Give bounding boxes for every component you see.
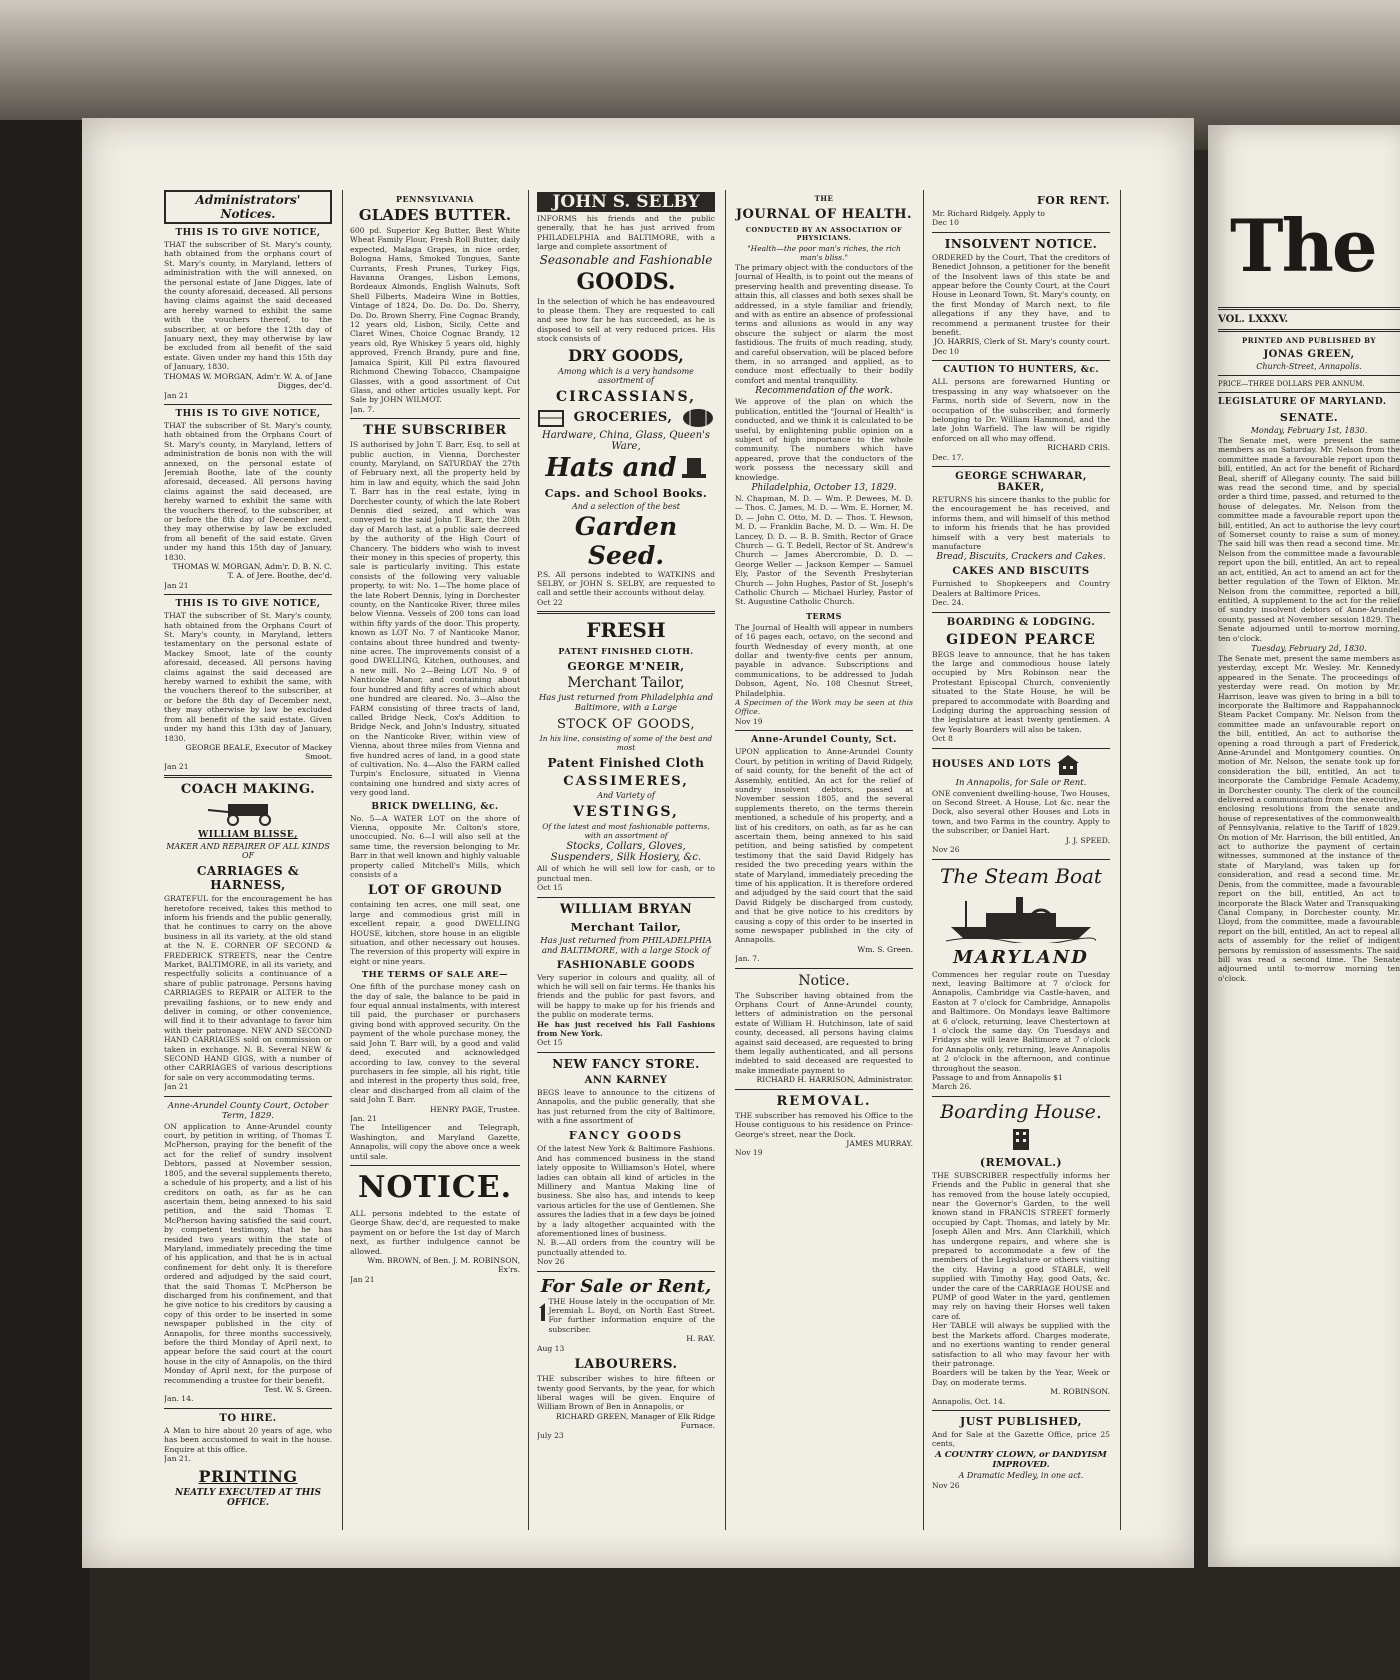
- date-2: Tuesday, February 2d, 1830.: [1251, 643, 1367, 653]
- notice-1-signature: THOMAS W. MORGAN, Adm'r. W. A. of Jane Digges, dec'd.: [164, 371, 332, 391]
- senate: SENATE.: [1279, 411, 1339, 424]
- butter-list: 600 pd. Superior Keg Butter, Best White Wheat Family Flour, Fresh Roll Butter, daily expected, Malaga Grapes, in nice order, Bologna Hams, Smoked Tongues, Sante Currants, Fresh Prunes, Turkey Figs, Havanna Oranges, Lisbon Lemons, Bordeaux Almonds, English Walnuts, Soft Shell Filberts, Madeira Wine in Bottles, Vintage of 1824, Do. Do. Do. Do. Sherry, Do. Do. Brown Sherry, Fine Cognac Brandy, 12 years old, Lisbon, Sicily, Cette and Claret Wines, Choice Cognac Brandy, 12 years old, Rye Whiskey 5 years old, highly approved, French Brandy, pure and fine, Jamaica Spirit, Kill Pil extra flavoured Richmond Chewing Tobacco, Champaigne Glasses, with a good assortment of Cut Glass, and other articles usually kept. For Sale by JOHN WILMOT.: [350, 226, 520, 405]
- terms-title: THE TERMS OF SALE ARE—: [361, 970, 509, 981]
- notice-body-4: The Subscriber having obtained from the Orphans Court of Anne-Arundel county, letters of administration on the personal estate of William H. Hutchinson, late of said county, deceased, all persons having claims against said deceased, are requested to bring them legally authenticated, and all persons indebted to said deceased are requested to make immediate payment to: [735, 990, 913, 1075]
- country-clown: A COUNTRY CLOWN, or DANDYISM IMPROVED.: [935, 1449, 1107, 1470]
- notice-heading: NOTICE.: [357, 1169, 513, 1205]
- selby-header: JOHN S. SELBY: [537, 192, 715, 212]
- baker-body: RETURNS his sincere thanks to the public for the encouragement he has received, and informs them, and will himself of this method to inform his friends that he has provided himself with a very best materials to manufacture: [932, 494, 1110, 551]
- senate-body-1: The Senate met, were present the same members as on Saturday. Mr. Nelson from the committee made a favourable report upon the bill, entitled, An act for the benefit of Richard Beal, sheriff of Allegany county. The said bill was read the second time, and by special order a third time, passed, and returned to the house of delegates. Mr. Nelson from the committee made a favourable report upon the bill, entitled, An act to authorise the levy court of Somerset county to raise a sum of money. The said bill was then read a second time. Mr. Nelson from the committee made a favourable report upon the bill, entitled, An act to repeal an act, entitled, An act to amend an act for the better regulation of the Town of Elkton. Mr. Nelson from the committee, reported a bill, entitled, A supplement to the act for the relief of sundry insolvent debtors of Anne-Arundel county, passed at November session 1829. The Senate adjourned until to-morrow morning, ten o'clock.: [1218, 436, 1400, 643]
- for-rent: FOR RENT.: [1036, 194, 1110, 207]
- subscriber-title: THE SUBSCRIBER: [363, 423, 507, 439]
- journal-title: JOURNAL OF HEALTH.: [735, 207, 913, 222]
- patent-cloth: Patent Finished Cloth: [547, 756, 705, 771]
- subscriber-date: Jan. 21: [350, 1113, 377, 1123]
- court-date: Jan. 14.: [164, 1394, 194, 1404]
- bryan-body: Very superior in colours and quality, all of which he will sell on fair terms. He thanks his friends and the public for past favors, and will be happy to make up for his friends and the public on moderate terms.: [537, 972, 715, 1020]
- steam-body: Commences her regular route on Tuesday next, leaving Baltimore at 7 o'clock for Annapolis, Cambridge via Castle-haven, and Easton at 7 o'clock for Cambridge, Annapolis and Baltimore. On Mondays leave Baltimore at 6 o'clock, returning, leave Chestertown at 1 o'clock the same day. On Tuesdays and Fridays she will leave Baltimore at 7 o'clock for Annapolis only, returning, leave Annapolis at 2 o'clock in the afternoon, and continue throughout the season.: [932, 969, 1110, 1073]
- coach-maker-name: WILLIAM BLISSE,: [198, 830, 298, 841]
- coach-subtitle: MAKER AND REPAIRER OF ALL KINDS OF: [166, 842, 330, 861]
- caution-title: CAUTION TO HUNTERS, &c.: [942, 365, 1100, 376]
- karney-nb: N. B.—All orders from the country will be punctually attended to.: [537, 1238, 715, 1257]
- sale-or-rent: For Sale or Rent,: [540, 1275, 712, 1297]
- baker-date: Dec. 24.: [932, 598, 964, 608]
- newspaper-page: [82, 118, 1194, 1568]
- caps-books: Caps. and School Books.: [544, 486, 708, 500]
- houses-sub: In Annapolis, for Sale or Rent.: [955, 777, 1087, 788]
- hardware: Hardware, China, Glass, Queen's Ware,: [541, 429, 711, 452]
- column-2: [350, 190, 520, 1530]
- goods-heading: GOODS.: [576, 268, 676, 295]
- sale-signature: H. RAY.: [686, 1334, 715, 1344]
- to-hire-title: TO HIRE.: [219, 1412, 277, 1424]
- notice-signature-4: RICHARD H. HARRISON, Administrator.: [756, 1075, 913, 1085]
- labourers: LABOURERS.: [574, 1357, 678, 1373]
- cakes: CAKES AND BISCUITS: [952, 566, 1090, 578]
- printed-by: PRINTED AND PUBLISHED BY: [1242, 336, 1376, 345]
- just-date: Nov 26: [932, 1480, 960, 1490]
- boarding-house: Boarding House.: [940, 1100, 1102, 1123]
- fashionable-goods: FASHIONABLE GOODS: [556, 959, 696, 971]
- hat-icon: [681, 455, 707, 481]
- printing-subtitle: NEATLY EXECUTED AT THIS OFFICE.: [174, 1488, 322, 1509]
- column-1: [164, 190, 332, 1530]
- date-1: Monday, February 1st, 1830.: [1250, 426, 1368, 435]
- gideon-pearce: GIDEON PEARCE: [946, 631, 1096, 648]
- steamboat-icon: [946, 891, 1096, 943]
- karney-date: Nov 26: [537, 1257, 565, 1267]
- removal-title: REMOVAL.: [776, 1093, 872, 1109]
- printing-title: PRINTING: [198, 1467, 298, 1487]
- volume: VOL. LXXXV.: [1218, 314, 1289, 325]
- selby-date: Oct 22: [537, 597, 563, 607]
- baker-title: GEORGE SCHWARAR, BAKER,: [955, 470, 1087, 493]
- insolvent-date: Dec 10: [932, 346, 959, 356]
- sale-body: THE House lately in the occupation of Mr. Jeremiah L. Boyd, on North East Street. For further information enquire of the subscriber.: [548, 1296, 715, 1334]
- selby-season: Seasonable and Fashionable: [539, 252, 713, 267]
- fancy-store: NEW FANCY STORE.: [552, 1056, 700, 1071]
- terms-body: One fifth of the purchase money cash on the day of sale, the balance to be paid in four equal annual instalments, with interest till paid, the purchaser or purchasers giving bond with approved security. On the payment of the whole purchase money, the said John T. Barr will, by a good and valid deed, executed and acknowledged according to law, convey to the several purchasers in fee simple, all his right, title and interest in the property thus sold, free, clear and discharged from all claim of the said John T. Barr.: [350, 982, 520, 1105]
- pearce-body: BEGS leave to announce, that he has taken the large and commodious house lately occupied by Mrs Robinson near the Protestant Episcopal Church, conveniently situated to the State House, he will be prepared to accommodate with Boarding and Lodging during the approaching session of the legislature at least twenty gentlemen. A few Yearly Boarders will also be taken.: [932, 649, 1110, 734]
- coach-date: Jan 21: [164, 1082, 189, 1092]
- coach-body: GRATEFUL for the encouragement he has heretofore received, takes this method to inform his friends and the public generally, that he continues to carry on the above business in all its variety, at the old stand at the N. E. CORNER OF SECOND & FREDERICK STREETS, near the Centre Market, BALTIMORE, in all its variety, and respectfully solicits a continuance of a share of public patronage. Persons having CARRIAGES to REPAIR or ALTER to the prevailing fashions, or to new endy and deliver in coming, or other convenience, will find it to their advantage to favor him with their patronage. NEW AND SECOND HAND CARRIAGES sold on commission or taken in exchange. N. B. Several NEW & SECOND HAND GIGS, with a number of other CARRIAGES of various descriptions for sale on very accommodating terms.: [164, 894, 332, 1082]
- notice-title: Notice.: [798, 972, 850, 989]
- court-title: Anne-Arundel County Court, October Term, 1829.: [167, 1100, 329, 1121]
- bh-body: THE SUBSCRIBER respectfully informs her Friends and the Public in general that she has removed from the house lately occupied, near the Governor's Garden, to the well known stand in FRANCIS STREET formerly occupied by Capt. Thomas, and lately by Mr. Joseph Allen and Mrs. Ann Clarkhill, which has undergone repairs, and where she is prepared to accommodate a few of the members of the Legislature or others visiting the city. Having a good STABLE, well supplied with Timothy Hay, good Oats, &c. under the care of the CARRIAGE HOUSE and PUMP of good Water in the yard, gentlemen may rely on having their Horses well taken care of.: [932, 1170, 1110, 1321]
- adjacent-content: [1218, 303, 1400, 983]
- glades-butter-header: GLADES BUTTER.: [358, 206, 512, 224]
- labourers-signature: RICHARD GREEN, Manager of Elk Ridge Furnace.: [556, 1411, 715, 1431]
- butter-top: PENNSYLVANIA: [396, 194, 474, 204]
- carriages-harness-heading: CARRIAGES & HARNESS,: [196, 864, 300, 893]
- court-body: ON application to Anne-Arundel county court, by petition in writing, of Thomas T. McPherson, praying for the benefit of the act for the relief of sundry insolvent Debtors, passed at November session, 1805, and the several supplements thereto, a schedule of his property, and a list of his creditors on oath, as far as he can ascertain them, being annexed to his said petition, and the said Thomas T. McPherson having satisfied the said court, by competent testimony, that he has resided two years within the state of Maryland, immediately preceding the time of his application, and that he is in actual confinement for debt only. It is therefore ordered and adjudged by the said court, that the said Thomas T. McPherson be discharged from his confinement, and that he give notice to his creditors by causing a copy of this order to be inserted in some newspaper published in the city of Annapolis, for three months successively, before the third Monday of April next, to appear before the said court at the court house in the city of Annapolis, on the third Monday of April next, for the purpose of recommending a trustee for their benefit.: [164, 1121, 332, 1385]
- journal-body-3: The Journal of Health will appear in numbers of 16 pages each, octavo, on the second and fourth Wednesday of every month, at one dollar and twenty-five cents per annum, payable in advance. Subscriptions and communications, to be addressed to Judah Dobson, Agent, No. 108 Chesnut Street, Philadelphia.: [735, 622, 913, 698]
- court-signature: Test. W. S. Green.: [264, 1385, 332, 1395]
- journal-names: N. Chapman, M. D. — Wm. P. Dewees, M. D. — Thos. C. James, M. D. — Wm. E. Horner, M. D. — John C. Otto, M. D. — Thos. T. Hewson, M. D. — Franklin Bache, M. D. — Wm. H. De Lancey, D. D. — B. B. Smith, Rector of Grace Church — G. T. Bedell, Rector of St. Andrew's Church — James Abercrombie, D. D. — George Weller — Jackson Kemper — Samuel Ely, Pastor of the Seventh Presbyterian Church — John Hughes, Pastor of St. Joseph's Catholic Church — Michael Hurley, Pastor of St. Augustine Catholic Church.: [735, 493, 913, 607]
- column-5: [932, 190, 1110, 1530]
- garden-seed: Garden Seed.: [574, 511, 678, 570]
- county-body: UPON application to Anne-Arundel County Court, by petition in writing of David Ridgely, of said county, for the benefit of the act of Assembly, entitled, An act for the relief of sundry insolvent debtors, passed at November session 1805, and the several supplements thereto, on the terms therein mentioned, a schedule of his property, and a list of his creditors, on oath, as far as he can ascertain them, being annexed to his said petition, and being satisfied by competent testimony that the said David Ridgely has resided the two preceding years within the state of Maryland, immediately preceding the time of his application. It is therefore ordered and adjudged by the said court that the said David Ridgely be discharged from custody, and that he give notice to his creditors by causing a copy of this order to be inserted in some newspaper published in the city of Annapolis.: [735, 747, 913, 945]
- notice-body: ALL persons indebted to the estate of George Shaw, dec'd, are requested to make payment on or before the 1st day of March next, as further indulgence cannot be allowed.: [350, 1208, 520, 1256]
- journal-body-2: We approve of the plan on which the publication, entitled the "Journal of Health" is conducted, and we think it is calculated to be useful, by enlightening public opinion on a subject of high importance to the whole community. The numbers which have appeared, prove that the conductors of the work possess the necessary skill and knowledge.: [735, 397, 913, 482]
- bread: Bread, Biscuits, Crackers and Cakes.: [936, 552, 1106, 563]
- rent-date: Dec 10: [932, 218, 959, 228]
- barrel-icon: [681, 407, 715, 429]
- just-published: JUST PUBLISHED,: [960, 1414, 1082, 1428]
- passage: Passage to and from Annapolis $1: [932, 1072, 1063, 1082]
- circassians: CIRCASSIANS,: [556, 388, 696, 405]
- among: Among which is a very handsome assortment of: [558, 366, 694, 385]
- stock-line: In his line, consisting of some of the best and most: [539, 734, 713, 753]
- administrators-notices-header: Administrators' Notices.: [164, 190, 332, 224]
- mcneir-sell: All of which he will sell low for cash, or to punctual men.: [537, 864, 715, 883]
- bh-removal: (REMOVAL.): [979, 1155, 1063, 1169]
- insolvent-body: ORDERED by the Court, That the creditors of Benedict Johnson, a petitioner for the benefit of the Insolvent laws of this state be and appear before the County Court, at the Court House in Leonard Town, St. Mary's county, on the first Monday of March next, to file allegations if any they have, and to recommend a permanent trustee for their benefit.: [932, 252, 1110, 338]
- cakes-body: Furnished to Shopkeepers and Country Dealers at Baltimore Prices.: [932, 579, 1110, 598]
- butter-date: Jan. 7.: [350, 404, 375, 414]
- subscriber-body: IS authorised by John T. Barr, Esq. to sell at public auction, in Vienna, Dorchester county, Maryland, on SATURDAY the 27th of February next, all the property held by him in law and equity, which the said John T. Barr has in the real estate, lying in Dorchester county, of which the late Robert Dennis died seized, and which was conveyed to the said John T. Barr, the 20th day of March last, at a public sale decreed by the authority of the High Court of Chancery. The bidders who wish to invest their money in this species of property, this sale is particularly inviting. This estate consists of the following very valuable property, to wit: No. 1—The home place of the late Robert Dennis, lying in Dorchester county, on the Nanticoke River, three miles below Vienna. Vessels of 200 tons can load within fifty yards of the door. This property, known as LOT No. 7 of Nanticoke Manor, contains about three hundred and twenty-nine acres. The improvements consist of a good DWELLING, Kitchen, outhouses, and a new mill. No 2—Being LOT No. 9 of Nanticoke Manor, and containing about four hundred and fifty acres of which about one hundred are cleared. No. 3—Also the FARM consisting of three tracts of land, called Bridge Neck, Cox's Addition to Bridge Neck, and John's Industry, situated on the Nanticoke River, within view of Vienna, about three miles from Vienna and five hundred acres of land, in a good state of cultivation. No. 4—Also the FARM called Turpin's Enclosure, situated in Vienna containing one hundred and sixty acres of very good land.: [350, 440, 520, 798]
- stocks-collars: Stocks, Collars, Gloves, Suspenders, Silk Hosiery, &c.: [550, 841, 702, 864]
- bh-signature: M. ROBINSON.: [1050, 1387, 1110, 1397]
- notice-3-signature: GEORGE BEALE, Executor of Mackey Smoot.: [185, 742, 332, 762]
- notice-2-signature: THOMAS W. MORGAN, Adm'r. D. B. N. C. T. A. of Jere. Boothe, dec'd.: [172, 562, 332, 581]
- publisher: JONAS GREEN,: [1263, 349, 1355, 360]
- also-selection: And a selection of the best: [572, 501, 680, 511]
- street: Church-Street, Annapolis.: [1256, 362, 1362, 371]
- legislature: LEGISLATURE OF MARYLAND.: [1218, 397, 1387, 407]
- selby-ps: P.S. All persons indebted to WATKINS and SELBY, or JOHN S. SELBY, are requested to call and settle their accounts without delay.: [537, 569, 715, 598]
- fancy-goods: FANCY GOODS: [568, 1129, 684, 1143]
- copy-footnote: The Intelligencer and Telegraph, Washington, and Maryland Gazette, Annapolis, will copy the above once a week until sale.: [350, 1123, 520, 1161]
- coach-making-title: COACH MAKING.: [180, 782, 316, 798]
- bryan-fall: He has just received his Fall Fashions from New York.: [537, 1019, 715, 1038]
- ann-karney: ANN KARNEY: [584, 1074, 668, 1086]
- journal-terms: TERMS: [806, 610, 842, 621]
- houses-signature: J. J. SPEED.: [1065, 835, 1110, 845]
- house-icon: [537, 1297, 545, 1323]
- lot-of-ground: LOT OF GROUND: [368, 883, 502, 899]
- notice-1-body: THAT the subscriber of St. Mary's county, hath obtained from the orphans court of St. Mary's county, in Maryland, letters of administration with the will annexed, on the personal estate of Jane Digges, late of the county aforesaid, deceased. All persons having claims against the said deceased are hereby warned to exhibit the same with the vouchers thereof, to the subscriber, at or before the 12th day of January next, they may otherwise by law be excluded from all benefit of the said estate. Given under my hand this 15th day of January, 1830.: [164, 240, 332, 372]
- trustee-signature: HENRY PAGE, Trustee.: [430, 1104, 520, 1114]
- vestings-line: Of the latest and most fashionable patterns, with an assortment of: [542, 822, 710, 841]
- notice-signature: Wm. BROWN, of Ben. J. M. ROBINSON, Ex'rs.: [367, 1256, 520, 1275]
- mcneir-tailor: Merchant Tailor,: [567, 675, 685, 692]
- notice-2-body: THAT the subscriber of St. Mary's county, hath obtained from the Orphans Court of St. Mary's county, in Maryland, letters of administration de bonis non with the will annexed, on the personal estate of Jeremiah Boothe, late of the county aforesaid, deceased. All persons having claims against the said deceased, are hereby warned to exhibit the same with the vouchers thereof, to the subscriber, at or before the 8th day of December next, they may otherwise by law be excluded from all benefit of the said estate. Given under my hand this 15th day of January, 1830.: [164, 420, 332, 562]
- notice-3-date: Jan 21: [164, 761, 189, 771]
- notice-date: Jan 21: [350, 1274, 375, 1284]
- fresh: FRESH: [586, 618, 666, 643]
- cassimeres: CASSIMERES,: [563, 774, 689, 790]
- houses-body: ONE convenient dwelling-house, Two Houses, on Second Street. A House, Lot &c. near the Dock, also several other Houses and Lots in town, and two Farms in the country. Apply to the subscriber, or Daniel Hart.: [932, 788, 1110, 836]
- journal-recommendation: Recommendation of the work.: [755, 386, 893, 397]
- notice-2-title: THIS IS TO GIVE NOTICE,: [175, 408, 321, 419]
- house-icon: [1055, 753, 1081, 777]
- pearce-date: Oct 8: [932, 734, 953, 744]
- adjacent-page: [1208, 125, 1400, 1567]
- journal-motto: "Health—the poor man's riches, the rich man's bliss.": [747, 244, 901, 262]
- houses-date: Nov 26: [932, 845, 960, 855]
- removal-body: THE subscriber has removed his Office to the House contiguous to his residence on Prince-George's street, near the Dock.: [735, 1110, 913, 1139]
- dramatic-medley: A Dramatic Medley, in one act.: [958, 1470, 1084, 1480]
- journal-body-1: The primary object with the conductors of the Journal of Health, is to point out the means of preserving health and preventing disease. To attain this, all classes and both sexes shall be addressed, in a style familiar and friendly, and with as entire an absence of professional terms and allusions as would in any way obscure the subject or alarm the most fastidious. The fruits of much reading, study, and careful observation, will be placed before them, in so arranged and applied, as to conduce most effectually to their bodily comfort and mental tranquillity.: [735, 263, 913, 385]
- bh-boarders: Boarders will be taken by the Year, Week or Day, on moderate terms.: [932, 1368, 1110, 1387]
- crate-icon: [537, 408, 565, 428]
- notice-3-title: THIS IS TO GIVE NOTICE,: [175, 599, 321, 610]
- notice-1-title: THIS IS TO GIVE NOTICE,: [175, 228, 321, 238]
- journal-by: CONDUCTED BY AN ASSOCIATION OF PHYSICIANS.: [745, 226, 903, 242]
- county-title: Anne-Arundel County, Sct.: [751, 735, 897, 746]
- just-body: And for Sale at the Gazette Office, price 25 cents,: [932, 1429, 1110, 1449]
- selby-intro: INFORMS his friends and the public generally, that he has just arrived from PHILADELPHIA and BALTIMORE, with a large and complete assortment of: [537, 214, 715, 252]
- lot-body: containing ten acres, one mill seat, one large and commodious grist mill in excellent repair, a good DWELLING HOUSE, kitchen, store house in an eligible situation, and other necessary out houses. The reversion of this property will expire in eight or nine years.: [350, 900, 520, 966]
- journal-place: Philadelphia, October 13, 1829.: [751, 482, 897, 493]
- selby-intro-2: In the selection of which he has endeavoured to please them. They are requested to call and see how far he has succeeded, as he is disposed to sell at very reduced prices. His stock consists of: [537, 296, 715, 344]
- caution-body: ALL persons are forewarned Hunting or trespassing in any way whatsoever on the Farms, north side of Severn, now in the occupation of the subscriber, and formerly belonging to Dr. William Hammond, and the late John Warfield. The law will be rigidly enforced on all who may offend.: [932, 377, 1110, 443]
- bryan-tailor: Merchant Tailor,: [570, 920, 682, 934]
- brick-dwelling: BRICK DWELLING, &c.: [371, 801, 499, 812]
- vestings: VESTINGS,: [573, 804, 679, 821]
- notice-2-date: Jan 21: [164, 580, 189, 590]
- column-3: [537, 190, 715, 1530]
- journal-pre: THE: [814, 194, 834, 203]
- karney-body-2: Of the latest New York & Baltimore Fashions. And has commenced business in the stand lately opposite to Williamson's Hotel, where ladies can obtain all kind of articles in the Millinery and Mantua Making line of business. She also has, and intends to keep various articles for the use of Gentlemen. She assures the ladies that in a few days be joined by a lady altogether acquainted with the aforementioned lines of business.: [537, 1144, 715, 1239]
- water-lot: No. 5—A WATER LOT on the shore of Vienna, opposite Mr. Colton's store, unoccupied. No. 6—I will also sell at the same time, the reversion belonging to Mr. Barr in that well known and highly valuable property called Mitchell's Mills, which consists of a: [350, 813, 520, 879]
- bryan-date: Oct 15: [537, 1038, 563, 1048]
- bh-date: Annapolis, Oct. 14.: [932, 1396, 1006, 1406]
- karney-body: BEGS leave to announce to the citizens of Annapolis, and the public generally, that she has just returned from the city of Baltimore, with a fine assortment of: [537, 1087, 715, 1125]
- to-hire-date: Jan 21.: [164, 1454, 191, 1464]
- variety: And Variety of: [597, 791, 655, 801]
- county-date: Jan. 7.: [735, 954, 760, 964]
- steam-boat: The Steam Boat: [940, 863, 1102, 888]
- senate-body-2: The Senate met, present the same members as yesterday, except Mr. Wesley. Mr. Kennedy appeared in the Senate. The proceedings of yesterday were read. On motion by Mr. Harrison, leave was given to bring in a bill to incorporate the Baltimore and Rappahannock Steam Packet Company. Mr. Nelson from the committee made an unfavourable report on the bill, entitled, An act to authorise the opening a road through a part of Frederick, Anne-Arundel and Montgomery counties. On motion of Mr. Nelson, the senate took up for consideration the bill, entitled, An act to incorporate the Cambridge Female Academy, in Dorchester county. The clerk of the council delivered a communication from the executive, enclosing resolutions from the senate and house of representatives of the commonwealth of Pennsylvania, relative to the Tariff of 1829. On motion of Mr. Harrison, the bill entitled, An act to authorize the payment of certain witnesses, summoned at the instance of the state of Maryland, was taken up for consideration, and read a second time. Mr. Denis, from the committee, made a favourable report on the bill, entitled, An act to incorporate the Black Water and Transquaking Canal Company, in Dorchester county. Mr. Lloyd, from the committee, made a favourable report on the bill, entitled, An act to repeal all acts of assembly for the relief of indigent persons by remission of assessments. The said bill was read a second time. The Senate adjourned until to-morrow morning ten o'clock.: [1218, 653, 1400, 983]
- maryland-boat: MARYLAND: [953, 946, 1089, 968]
- rent-body: Mr. Richard Ridgely. Apply to: [932, 209, 1045, 218]
- sale-date: Aug 13: [537, 1343, 565, 1353]
- bh-table: Her TABLE will always be supplied with the best the Markets afford. Charges moderate, and no exertions wanting to render general satisfaction to all who may favour her with their patronage.: [932, 1321, 1110, 1368]
- notice-1-date: Jan 21: [164, 390, 189, 400]
- dry-goods: DRY GOODS,: [568, 345, 684, 365]
- bryan-name: WILLIAM BRYAN: [559, 901, 693, 917]
- bryan-returned: Has just returned from PHILADELPHIA and BALTIMORE, with a large Stock of: [540, 935, 712, 956]
- patent-finished: PATENT FINISHED CLOTH.: [558, 646, 694, 657]
- price: PRICE—THREE DOLLARS PER ANNUM.: [1218, 380, 1365, 388]
- carriage-icon: [203, 800, 293, 826]
- insolvent-notice: INSOLVENT NOTICE.: [944, 236, 1098, 251]
- labourers-body: THE subscriber wishes to hire fifteen or twenty good Servants, by the year, for which liberal wages will be given. Enquire of William Brown of Ben in Annapolis, or: [537, 1374, 715, 1412]
- caution-signature: RICHARD CRIS.: [1047, 443, 1110, 453]
- labourers-date: July 23: [537, 1430, 564, 1440]
- journal-date: Nov 19: [735, 716, 763, 726]
- to-hire-body: A Man to hire about 20 years of age, who has been accustomed to wait in the house. Enquire at this office.: [164, 1425, 332, 1454]
- house-icon: [1010, 1126, 1032, 1152]
- boarding-lodging: BOARDING & LODGING.: [946, 616, 1096, 628]
- mcneir-date: Oct 15: [537, 883, 563, 893]
- caution-date: Dec. 17.: [932, 452, 964, 462]
- insolvent-signature: JO. HARRIS, Clerk of St. Mary's county court.: [933, 337, 1110, 347]
- hats-heading: Hats and: [545, 452, 677, 483]
- houses-lots: HOUSES AND LOTS: [932, 759, 1052, 771]
- microfilm-left-border: [0, 120, 90, 1680]
- steam-date: March 26.: [932, 1082, 972, 1092]
- masthead: The: [1230, 203, 1376, 288]
- mcneir: GEORGE M'NEIR,: [567, 660, 685, 674]
- journal-specimen: A Specimen of the Work may be seen at this Office.: [735, 698, 913, 717]
- notice-3-body: THAT the subscriber of St. Mary's county, hath obtained from the Orphans Court of St. Mary's county, in Maryland, letters testamentary on the personal estate of Mackey Smoot, late of the county aforesaid, deceased. All persons having claims against the said deceased are hereby warned to exhibit the same, with the vouchers thereof to the subscriber, at or before the 8th day of December next, they may otherwise by law be excluded from all benefit of the said estate. Given under my hand this 13th day of January, 1830.: [164, 611, 332, 743]
- removal-date: Nov 19: [735, 1148, 763, 1158]
- column-4: [735, 190, 913, 1530]
- stock-of-goods: STOCK OF GOODS,: [556, 717, 696, 733]
- mcneir-returned: Has just returned from Philadelphia and Baltimore, with a Large: [538, 693, 714, 714]
- removal-signature: JAMES MURRAY.: [846, 1138, 913, 1148]
- county-signature: Wm. S. Green.: [857, 944, 913, 954]
- groceries: GROCERIES,: [573, 410, 673, 426]
